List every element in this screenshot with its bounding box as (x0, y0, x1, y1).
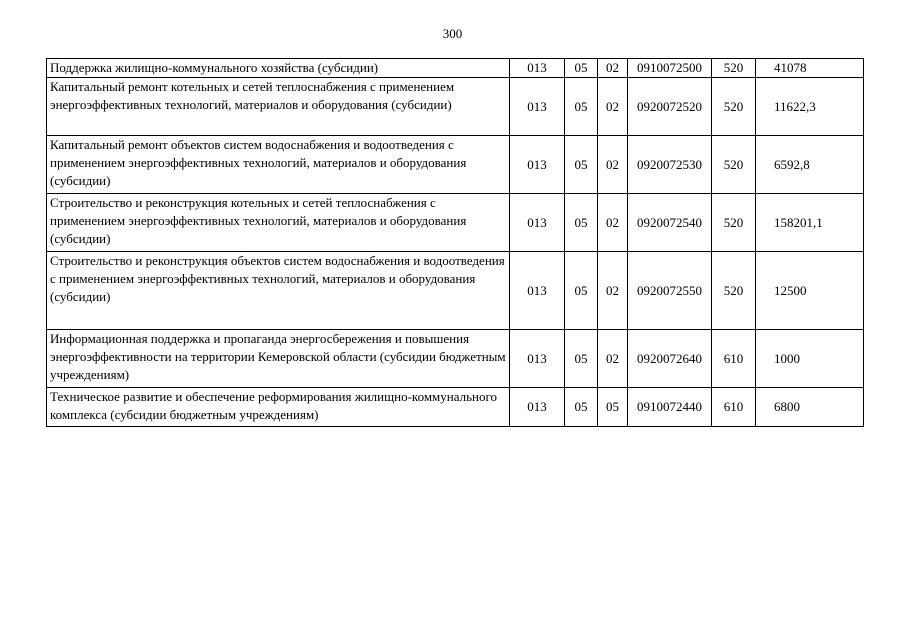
table-row (47, 252, 864, 330)
budget-table (46, 58, 864, 427)
expense-type-code: 520 (712, 136, 756, 194)
ministry-code: 013 (510, 59, 565, 78)
target-article-code: 0910072500 (628, 59, 712, 78)
target-article-code: 0920072520 (628, 78, 712, 136)
section-code: 05 (565, 330, 598, 388)
ministry-code: 013 (510, 330, 565, 388)
amount-value: 41078 (756, 59, 864, 78)
section-code: 05 (565, 136, 598, 194)
amount-value: 1000 (756, 330, 864, 388)
subsection-code: 02 (598, 194, 628, 252)
section-code: 05 (565, 388, 598, 427)
subsection-code: 02 (598, 252, 628, 330)
subsection-code: 02 (598, 78, 628, 136)
ministry-code: 013 (510, 136, 565, 194)
amount-value: 12500 (756, 252, 864, 330)
subsection-code: 02 (598, 330, 628, 388)
table-row (47, 59, 864, 78)
row-description: Техническое развитие и обеспечение реформирования жилищно-коммунального комплекса (субсидии бюджетным учреждениям) (47, 388, 510, 427)
expense-type-code: 520 (712, 59, 756, 78)
target-article-code: 0920072550 (628, 252, 712, 330)
ministry-code: 013 (510, 388, 565, 427)
target-article-code: 0920072540 (628, 194, 712, 252)
section-code: 05 (565, 194, 598, 252)
section-code: 05 (565, 78, 598, 136)
expense-type-code: 610 (712, 388, 756, 427)
target-article-code: 0920072530 (628, 136, 712, 194)
expense-type-code: 610 (712, 330, 756, 388)
table-row (47, 136, 864, 194)
amount-value: 158201,1 (756, 194, 864, 252)
expense-type-code: 520 (712, 252, 756, 330)
row-description: Поддержка жилищно-коммунального хозяйства (субсидии) (47, 59, 510, 78)
expense-type-code: 520 (712, 194, 756, 252)
table-row (47, 78, 864, 136)
section-code: 05 (565, 59, 598, 78)
ministry-code: 013 (510, 194, 565, 252)
row-description: Строительство и реконструкция котельных и сетей теплоснабжения с применением энергоэффективных технологий, материалов и оборудования (субсидии) (47, 194, 510, 252)
subsection-code: 05 (598, 388, 628, 427)
table-row (47, 330, 864, 388)
subsection-code: 02 (598, 136, 628, 194)
row-description: Строительство и реконструкция объектов систем водоснабжения и водоотведения с применением энергоэффективных технологий, материалов и оборудования (субсидии) (47, 252, 510, 330)
amount-value: 6800 (756, 388, 864, 427)
table-row (47, 194, 864, 252)
subsection-code: 02 (598, 59, 628, 78)
row-description: Капитальный ремонт объектов систем водоснабжения и водоотведения с применением энергоэффективных технологий, материалов и оборудования (субсидии) (47, 136, 510, 194)
amount-value: 6592,8 (756, 136, 864, 194)
target-article-code: 0910072440 (628, 388, 712, 427)
expense-type-code: 520 (712, 78, 756, 136)
ministry-code: 013 (510, 252, 565, 330)
amount-value: 11622,3 (756, 78, 864, 136)
target-article-code: 0920072640 (628, 330, 712, 388)
row-description: Информационная поддержка и пропаганда энергосбережения и повышения энергоэффективности на территории Кемеровской области (субсидии бюджетным учреждениям) (47, 330, 510, 388)
ministry-code: 013 (510, 78, 565, 136)
table-row (47, 388, 864, 427)
row-description: Капитальный ремонт котельных и сетей теплоснабжения с применением энергоэффективных технологий, материалов и оборудования (субсидии) (47, 78, 510, 136)
section-code: 05 (565, 252, 598, 330)
page-number: 300 (442, 26, 463, 41)
